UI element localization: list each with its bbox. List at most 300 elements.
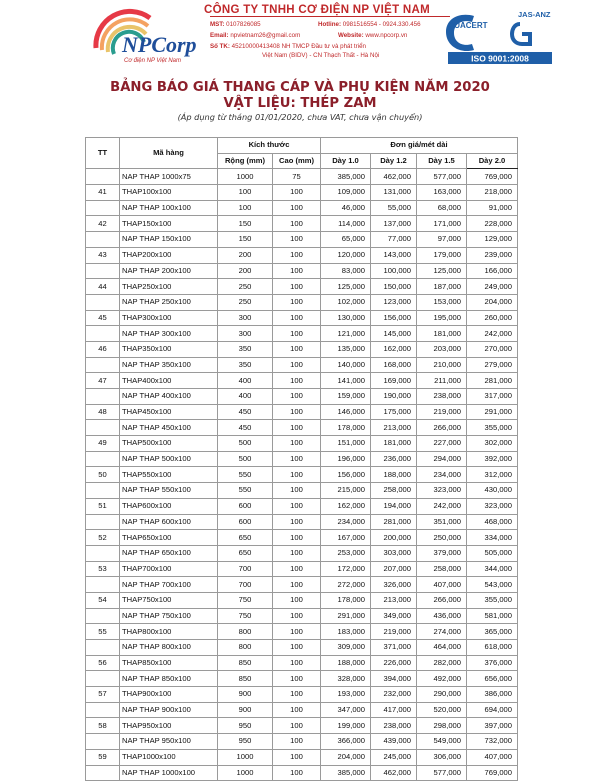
cell-price-1-5: 211,000 bbox=[417, 373, 467, 389]
cell-price-1-0: 385,000 bbox=[321, 169, 371, 185]
table-row bbox=[86, 436, 518, 452]
info-line-website bbox=[338, 32, 407, 39]
cell-price-2-0: 281,000 bbox=[467, 373, 518, 389]
cell-width: 300 bbox=[218, 326, 273, 342]
cell-price-1-5: 266,000 bbox=[417, 592, 467, 608]
cell-price-1-5: 351,000 bbox=[417, 514, 467, 530]
cell-tt: 51 bbox=[86, 498, 120, 514]
cell-width: 550 bbox=[218, 467, 273, 483]
cell-height: 100 bbox=[273, 702, 321, 718]
cell-product-code: NAP THAP 350x100 bbox=[120, 357, 218, 373]
jas-anz-text: JAS-ANZ bbox=[518, 10, 551, 19]
cell-price-1-2: 238,000 bbox=[371, 718, 417, 734]
cell-price-1-5: 163,000 bbox=[417, 185, 467, 201]
cell-price-1-5: 210,000 bbox=[417, 357, 467, 373]
cell-tt bbox=[86, 702, 120, 718]
cell-product-code: THAP400x100 bbox=[120, 373, 218, 389]
cell-height: 100 bbox=[273, 545, 321, 561]
cell-height: 100 bbox=[273, 577, 321, 593]
cell-price-1-2: 207,000 bbox=[371, 561, 417, 577]
cell-price-2-0: 694,000 bbox=[467, 702, 518, 718]
cell-product-code: THAP900x100 bbox=[120, 687, 218, 703]
cell-width: 900 bbox=[218, 702, 273, 718]
cell-tt: 47 bbox=[86, 373, 120, 389]
table-row bbox=[86, 373, 518, 389]
cell-width: 600 bbox=[218, 514, 273, 530]
cell-price-1-0: 272,000 bbox=[321, 577, 371, 593]
cell-product-code: THAP1000x100 bbox=[120, 749, 218, 765]
cell-width: 1000 bbox=[218, 765, 273, 781]
cell-price-1-5: 266,000 bbox=[417, 420, 467, 436]
cell-width: 500 bbox=[218, 436, 273, 452]
cell-tt: 48 bbox=[86, 404, 120, 420]
cell-height: 100 bbox=[273, 765, 321, 781]
cell-price-2-0: 270,000 bbox=[467, 341, 518, 357]
cell-product-code: NAP THAP 500x100 bbox=[120, 451, 218, 467]
cell-price-1-2: 168,000 bbox=[371, 357, 417, 373]
cell-height: 100 bbox=[273, 341, 321, 357]
table-row bbox=[86, 624, 518, 640]
cell-width: 1000 bbox=[218, 749, 273, 765]
cell-height: 100 bbox=[273, 749, 321, 765]
cell-height: 100 bbox=[273, 530, 321, 546]
table-row bbox=[86, 671, 518, 687]
cell-width: 450 bbox=[218, 420, 273, 436]
cell-price-1-5: 577,000 bbox=[417, 765, 467, 781]
cell-height: 100 bbox=[273, 451, 321, 467]
table-row bbox=[86, 561, 518, 577]
document-note: (Áp dụng từ tháng 01/01/2020, chưa VAT, chưa vận chuyển) bbox=[177, 112, 423, 122]
cell-height: 100 bbox=[273, 279, 321, 295]
cell-height: 100 bbox=[273, 467, 321, 483]
cell-height: 100 bbox=[273, 310, 321, 326]
cell-tt bbox=[86, 734, 120, 750]
cell-product-code: NAP THAP 1000x100 bbox=[120, 765, 218, 781]
cell-product-code: THAP300x100 bbox=[120, 310, 218, 326]
cell-height: 100 bbox=[273, 498, 321, 514]
cell-price-1-5: 258,000 bbox=[417, 561, 467, 577]
cell-price-1-2: 188,000 bbox=[371, 467, 417, 483]
cell-price-1-2: 439,000 bbox=[371, 734, 417, 750]
cell-price-1-0: 159,000 bbox=[321, 389, 371, 405]
cell-price-1-2: 232,000 bbox=[371, 687, 417, 703]
logo-tagline: Cơ điện NP Việt Nam bbox=[124, 58, 181, 64]
cell-product-code: THAP950x100 bbox=[120, 718, 218, 734]
cell-price-1-5: 171,000 bbox=[417, 216, 467, 232]
website-label: Website: bbox=[338, 32, 364, 39]
cell-price-1-2: 213,000 bbox=[371, 420, 417, 436]
hotline-value: 0981516554 - 0924.330.456 bbox=[342, 21, 421, 28]
cell-price-2-0: 376,000 bbox=[467, 655, 518, 671]
cell-price-1-2: 236,000 bbox=[371, 451, 417, 467]
cell-price-2-0: 323,000 bbox=[467, 498, 518, 514]
cell-width: 650 bbox=[218, 545, 273, 561]
cell-price-1-5: 181,000 bbox=[417, 326, 467, 342]
cell-price-2-0: 334,000 bbox=[467, 530, 518, 546]
cell-price-1-2: 226,000 bbox=[371, 655, 417, 671]
cell-price-2-0: 91,000 bbox=[467, 200, 518, 216]
cell-tt: 56 bbox=[86, 655, 120, 671]
cell-product-code: NAP THAP 300x100 bbox=[120, 326, 218, 342]
cell-price-1-5: 242,000 bbox=[417, 498, 467, 514]
cell-price-1-0: 347,000 bbox=[321, 702, 371, 718]
cell-price-2-0: 769,000 bbox=[467, 169, 518, 185]
cell-width: 700 bbox=[218, 561, 273, 577]
cell-price-1-5: 203,000 bbox=[417, 341, 467, 357]
cell-tt bbox=[86, 294, 120, 310]
table-row bbox=[86, 326, 518, 342]
cell-tt: 43 bbox=[86, 247, 120, 263]
cell-price-1-2: 219,000 bbox=[371, 624, 417, 640]
cell-product-code: THAP800x100 bbox=[120, 624, 218, 640]
table-row bbox=[86, 185, 518, 201]
iso-certification-badge bbox=[440, 6, 560, 66]
iso-text: ISO 9001:2008 bbox=[471, 53, 529, 64]
cell-price-2-0: 392,000 bbox=[467, 451, 518, 467]
cell-price-1-0: 162,000 bbox=[321, 498, 371, 514]
cell-price-1-0: 188,000 bbox=[321, 655, 371, 671]
table-row bbox=[86, 765, 518, 781]
header-thickness-1-2: Dày 1.2 bbox=[371, 153, 417, 169]
info-line-email bbox=[210, 32, 300, 39]
cell-price-1-5: 219,000 bbox=[417, 404, 467, 420]
cell-product-code: NAP THAP 900x100 bbox=[120, 702, 218, 718]
cell-product-code: THAP150x100 bbox=[120, 216, 218, 232]
cell-price-2-0: 581,000 bbox=[467, 608, 518, 624]
cell-width: 750 bbox=[218, 592, 273, 608]
cell-price-1-0: 204,000 bbox=[321, 749, 371, 765]
cell-height: 100 bbox=[273, 561, 321, 577]
header-thickness-2-0: Dày 2.0 bbox=[467, 153, 518, 169]
cell-product-code: NAP THAP 150x100 bbox=[120, 232, 218, 248]
cell-width: 950 bbox=[218, 718, 273, 734]
cell-price-1-2: 462,000 bbox=[371, 765, 417, 781]
cell-height: 100 bbox=[273, 185, 321, 201]
cell-price-2-0: 505,000 bbox=[467, 545, 518, 561]
cell-price-1-0: 125,000 bbox=[321, 279, 371, 295]
account-label: Số TK: bbox=[210, 43, 230, 50]
document-subtitle: VẬT LIỆU: THÉP ZAM bbox=[223, 96, 377, 111]
cell-width: 150 bbox=[218, 232, 273, 248]
cell-tt: 54 bbox=[86, 592, 120, 608]
cell-width: 150 bbox=[218, 216, 273, 232]
cell-tt: 42 bbox=[86, 216, 120, 232]
website-link[interactable]: www.npcorp.vn bbox=[365, 32, 408, 39]
cell-width: 100 bbox=[218, 200, 273, 216]
info-line-hotline bbox=[318, 21, 421, 28]
cell-price-1-0: 120,000 bbox=[321, 247, 371, 263]
cell-height: 100 bbox=[273, 514, 321, 530]
table-row bbox=[86, 279, 518, 295]
cell-price-1-2: 143,000 bbox=[371, 247, 417, 263]
cell-height: 100 bbox=[273, 734, 321, 750]
account-value: 45210000413408 NH TMCP Đầu tư và phát triển bbox=[231, 43, 366, 50]
cell-price-1-2: 245,000 bbox=[371, 749, 417, 765]
cell-price-1-2: 175,000 bbox=[371, 404, 417, 420]
cell-height: 100 bbox=[273, 232, 321, 248]
header-thickness-1-0: Dày 1.0 bbox=[321, 153, 371, 169]
info-line-account-2 bbox=[262, 52, 379, 59]
cell-height: 100 bbox=[273, 389, 321, 405]
table-row bbox=[86, 451, 518, 467]
cell-price-1-2: 131,000 bbox=[371, 185, 417, 201]
table-row bbox=[86, 592, 518, 608]
logo-text: NPCorp bbox=[122, 32, 197, 57]
cell-price-2-0: 204,000 bbox=[467, 294, 518, 310]
cell-height: 100 bbox=[273, 357, 321, 373]
cell-product-code: NAP THAP 100x100 bbox=[120, 200, 218, 216]
cell-price-1-0: 178,000 bbox=[321, 420, 371, 436]
cell-product-code: NAP THAP 850x100 bbox=[120, 671, 218, 687]
cell-price-1-5: 250,000 bbox=[417, 530, 467, 546]
cell-price-2-0: 312,000 bbox=[467, 467, 518, 483]
cell-tt: 44 bbox=[86, 279, 120, 295]
table-row bbox=[86, 545, 518, 561]
table-row bbox=[86, 357, 518, 373]
account-value-2: Việt Nam (BIDV) - CN Thạch Thất - Hà Nội bbox=[262, 52, 380, 59]
table-row bbox=[86, 655, 518, 671]
cell-price-1-0: 151,000 bbox=[321, 436, 371, 452]
cell-price-1-2: 190,000 bbox=[371, 389, 417, 405]
table-row bbox=[86, 247, 518, 263]
cell-price-2-0: 260,000 bbox=[467, 310, 518, 326]
table-row bbox=[86, 232, 518, 248]
cell-product-code: THAP450x100 bbox=[120, 404, 218, 420]
cell-price-1-5: 294,000 bbox=[417, 451, 467, 467]
cell-price-1-2: 303,000 bbox=[371, 545, 417, 561]
cell-tt bbox=[86, 545, 120, 561]
cell-width: 250 bbox=[218, 279, 273, 295]
cell-price-1-5: 520,000 bbox=[417, 702, 467, 718]
cell-price-1-5: 68,000 bbox=[417, 200, 467, 216]
cell-width: 800 bbox=[218, 640, 273, 656]
cell-tt bbox=[86, 608, 120, 624]
cell-price-1-2: 181,000 bbox=[371, 436, 417, 452]
cell-height: 100 bbox=[273, 420, 321, 436]
cell-price-1-2: 145,000 bbox=[371, 326, 417, 342]
cell-price-1-0: 135,000 bbox=[321, 341, 371, 357]
cell-price-1-2: 326,000 bbox=[371, 577, 417, 593]
cell-price-1-0: 183,000 bbox=[321, 624, 371, 640]
cell-product-code: THAP650x100 bbox=[120, 530, 218, 546]
cell-price-1-0: 83,000 bbox=[321, 263, 371, 279]
cell-width: 800 bbox=[218, 624, 273, 640]
cell-price-2-0: 218,000 bbox=[467, 185, 518, 201]
cell-width: 900 bbox=[218, 687, 273, 703]
cell-price-1-5: 290,000 bbox=[417, 687, 467, 703]
table-header bbox=[86, 138, 518, 169]
cell-price-1-2: 371,000 bbox=[371, 640, 417, 656]
cell-width: 500 bbox=[218, 451, 273, 467]
cell-width: 200 bbox=[218, 263, 273, 279]
cell-product-code: THAP350x100 bbox=[120, 341, 218, 357]
cell-price-1-2: 258,000 bbox=[371, 483, 417, 499]
cell-price-1-2: 100,000 bbox=[371, 263, 417, 279]
cell-price-2-0: 344,000 bbox=[467, 561, 518, 577]
cell-price-2-0: 769,000 bbox=[467, 765, 518, 781]
cell-tt bbox=[86, 420, 120, 436]
cell-price-2-0: 618,000 bbox=[467, 640, 518, 656]
cell-price-1-0: 121,000 bbox=[321, 326, 371, 342]
table-row bbox=[86, 577, 518, 593]
cell-product-code: NAP THAP 400x100 bbox=[120, 389, 218, 405]
cell-height: 100 bbox=[273, 247, 321, 263]
cell-price-1-5: 577,000 bbox=[417, 169, 467, 185]
cell-price-2-0: 239,000 bbox=[467, 247, 518, 263]
cell-price-1-5: 179,000 bbox=[417, 247, 467, 263]
cell-price-2-0: 291,000 bbox=[467, 404, 518, 420]
cell-price-1-5: 227,000 bbox=[417, 436, 467, 452]
table-body bbox=[86, 169, 518, 781]
cell-height: 100 bbox=[273, 326, 321, 342]
table-row bbox=[86, 200, 518, 216]
cell-product-code: THAP850x100 bbox=[120, 655, 218, 671]
cell-height: 100 bbox=[273, 404, 321, 420]
cell-price-1-0: 291,000 bbox=[321, 608, 371, 624]
cell-price-1-5: 153,000 bbox=[417, 294, 467, 310]
cell-product-code: THAP200x100 bbox=[120, 247, 218, 263]
header-width: Rộng (mm) bbox=[218, 153, 273, 169]
cell-tt: 46 bbox=[86, 341, 120, 357]
cell-price-2-0: 129,000 bbox=[467, 232, 518, 248]
cell-height: 100 bbox=[273, 624, 321, 640]
cell-price-1-0: 172,000 bbox=[321, 561, 371, 577]
cell-price-1-0: 167,000 bbox=[321, 530, 371, 546]
cell-tt: 57 bbox=[86, 687, 120, 703]
cell-tt bbox=[86, 263, 120, 279]
cell-tt: 59 bbox=[86, 749, 120, 765]
cell-width: 600 bbox=[218, 498, 273, 514]
cell-tt bbox=[86, 200, 120, 216]
cell-price-1-5: 97,000 bbox=[417, 232, 467, 248]
cell-price-1-2: 349,000 bbox=[371, 608, 417, 624]
cell-price-1-5: 436,000 bbox=[417, 608, 467, 624]
cell-price-2-0: 430,000 bbox=[467, 483, 518, 499]
cell-product-code: NAP THAP 650x100 bbox=[120, 545, 218, 561]
cell-tt: 50 bbox=[86, 467, 120, 483]
table-row bbox=[86, 718, 518, 734]
cell-price-1-2: 123,000 bbox=[371, 294, 417, 310]
cell-price-2-0: 656,000 bbox=[467, 671, 518, 687]
cell-width: 200 bbox=[218, 247, 273, 263]
cell-price-1-0: 196,000 bbox=[321, 451, 371, 467]
cell-tt bbox=[86, 232, 120, 248]
table-row bbox=[86, 530, 518, 546]
cell-price-1-5: 238,000 bbox=[417, 389, 467, 405]
cell-tt bbox=[86, 389, 120, 405]
cell-width: 850 bbox=[218, 655, 273, 671]
cell-price-1-2: 156,000 bbox=[371, 310, 417, 326]
cell-height: 100 bbox=[273, 718, 321, 734]
cell-product-code: NAP THAP 700x100 bbox=[120, 577, 218, 593]
table-row bbox=[86, 514, 518, 530]
cell-product-code: NAP THAP 750x100 bbox=[120, 608, 218, 624]
divider bbox=[210, 16, 450, 17]
cell-tt bbox=[86, 169, 120, 185]
cell-price-1-5: 407,000 bbox=[417, 577, 467, 593]
cell-price-1-0: 193,000 bbox=[321, 687, 371, 703]
header-size-group: Kích thước bbox=[218, 138, 321, 154]
cell-width: 300 bbox=[218, 310, 273, 326]
cell-price-1-0: 234,000 bbox=[321, 514, 371, 530]
table-row bbox=[86, 341, 518, 357]
cell-price-1-5: 274,000 bbox=[417, 624, 467, 640]
cell-height: 100 bbox=[273, 687, 321, 703]
cell-price-1-5: 298,000 bbox=[417, 718, 467, 734]
cell-price-1-2: 394,000 bbox=[371, 671, 417, 687]
cell-width: 950 bbox=[218, 734, 273, 750]
cell-width: 550 bbox=[218, 483, 273, 499]
header-tt: TT bbox=[86, 138, 120, 169]
cell-tt bbox=[86, 765, 120, 781]
cell-height: 100 bbox=[273, 294, 321, 310]
cell-price-1-0: 102,000 bbox=[321, 294, 371, 310]
npcorp-logo bbox=[88, 8, 208, 66]
cell-height: 100 bbox=[273, 483, 321, 499]
header-row-1 bbox=[86, 138, 518, 154]
cell-height: 75 bbox=[273, 169, 321, 185]
cell-price-1-2: 150,000 bbox=[371, 279, 417, 295]
cell-price-2-0: 228,000 bbox=[467, 216, 518, 232]
table-row bbox=[86, 467, 518, 483]
cell-price-1-5: 306,000 bbox=[417, 749, 467, 765]
cell-product-code: THAP700x100 bbox=[120, 561, 218, 577]
cell-height: 100 bbox=[273, 640, 321, 656]
cell-tt bbox=[86, 483, 120, 499]
cell-tt: 53 bbox=[86, 561, 120, 577]
cell-price-1-0: 309,000 bbox=[321, 640, 371, 656]
cell-tt bbox=[86, 577, 120, 593]
header-height: Cao (mm) bbox=[273, 153, 321, 169]
cell-width: 400 bbox=[218, 373, 273, 389]
cell-price-2-0: 355,000 bbox=[467, 420, 518, 436]
table-row bbox=[86, 734, 518, 750]
cell-price-1-5: 234,000 bbox=[417, 467, 467, 483]
cell-width: 450 bbox=[218, 404, 273, 420]
cell-height: 100 bbox=[273, 200, 321, 216]
quacert-text: QUACERT bbox=[448, 21, 488, 30]
cell-height: 100 bbox=[273, 592, 321, 608]
cell-price-2-0: 279,000 bbox=[467, 357, 518, 373]
price-table bbox=[85, 137, 518, 781]
cell-price-1-2: 281,000 bbox=[371, 514, 417, 530]
table-row bbox=[86, 389, 518, 405]
cell-tt bbox=[86, 357, 120, 373]
email-label: Email: bbox=[210, 32, 229, 39]
cell-width: 1000 bbox=[218, 169, 273, 185]
cell-product-code: NAP THAP 200x100 bbox=[120, 263, 218, 279]
cell-price-2-0: 355,000 bbox=[467, 592, 518, 608]
cell-product-code: NAP THAP 600x100 bbox=[120, 514, 218, 530]
table-row bbox=[86, 169, 518, 185]
cell-product-code: NAP THAP 550x100 bbox=[120, 483, 218, 499]
email-value[interactable]: npvietnam26@gmail.com bbox=[230, 32, 301, 39]
cell-height: 100 bbox=[273, 608, 321, 624]
company-name: CÔNG TY TNHH CƠ ĐIỆN NP VIỆT NAM bbox=[204, 4, 430, 16]
cell-price-2-0: 249,000 bbox=[467, 279, 518, 295]
table-row bbox=[86, 216, 518, 232]
cell-product-code: NAP THAP 1000x75 bbox=[120, 169, 218, 185]
cell-price-1-5: 379,000 bbox=[417, 545, 467, 561]
cell-price-1-5: 195,000 bbox=[417, 310, 467, 326]
cell-price-1-2: 55,000 bbox=[371, 200, 417, 216]
cell-price-2-0: 407,000 bbox=[467, 749, 518, 765]
cell-height: 100 bbox=[273, 263, 321, 279]
cell-price-2-0: 365,000 bbox=[467, 624, 518, 640]
cell-price-1-5: 125,000 bbox=[417, 263, 467, 279]
cell-product-code: THAP250x100 bbox=[120, 279, 218, 295]
table-row bbox=[86, 263, 518, 279]
